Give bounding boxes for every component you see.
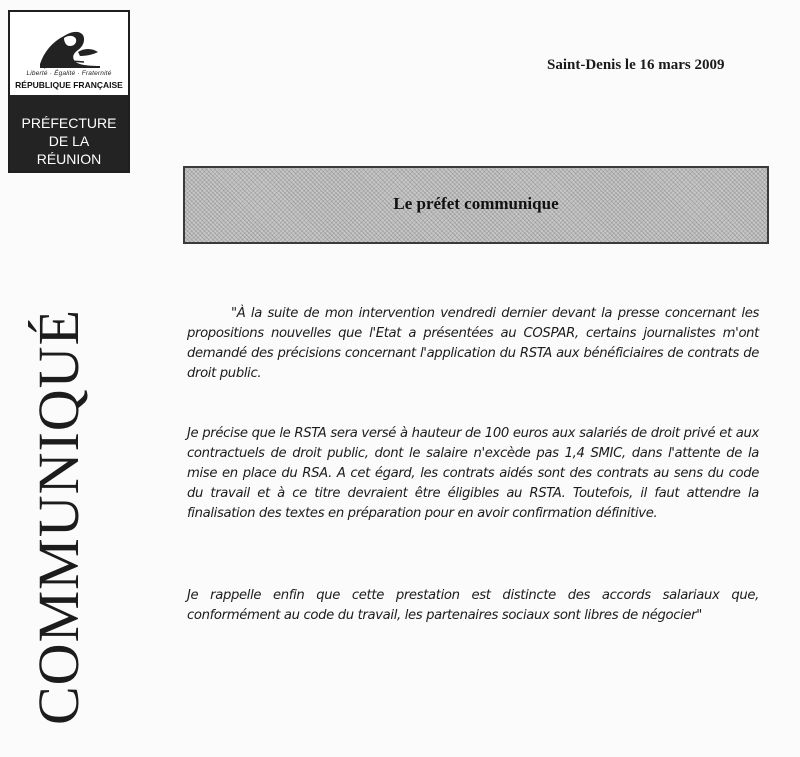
paragraph-1: "À la suite de mon intervention vendredi dernier devant la presse concernant les propositions nouvelles que l'Etat a présentées au COSPAR, certains journalistes m'ont demandé des précisions concernant l'application du RSTA aux bénéficiaires de contrats de droit public. — [187, 306, 759, 381]
prefecture-line: PRÉFECTURE — [21, 115, 117, 131]
prefecture-label — [10, 95, 128, 171]
prefecture-line: RÉUNION — [36, 151, 102, 167]
prefecture-line: DE LA — [48, 133, 90, 149]
paragraph-3: Je rappelle enfin que cette prestation est distincte des accords salariaux que, conformément au code du travail, les partenaires sociaux sont libres de négocier" — [187, 588, 759, 623]
marianne-logo-icon — [34, 22, 106, 72]
prefecture-logo — [8, 10, 130, 173]
banner-title: Le préfet communique — [393, 194, 559, 213]
title-banner — [183, 166, 769, 244]
republic-label: RÉPUBLIQUE FRANÇAISE — [15, 80, 123, 90]
communique-vertical-title: COMMUNIQUÉ — [26, 309, 91, 725]
paragraph-2: Je précise que le RSTA sera versé à hauteur de 100 euros aux salariés de droit privé et aux contractuels de droit public, dont le salaire n'excède pas 1,4 SMIC, dans l'attente de la mise en place du RSA. A cet égard, les contrats aidés sont des contrats au sens du code du travail et à ce titre devraient être éligibles au RSTA. Toutefois, il faut attendre la finalisation des textes en préparation pour en avoir confirmation définitive. — [187, 426, 759, 521]
date-line: Saint-Denis le 16 mars 2009 — [547, 57, 725, 73]
motto: Liberté · Égalité · Fraternité — [26, 70, 112, 77]
